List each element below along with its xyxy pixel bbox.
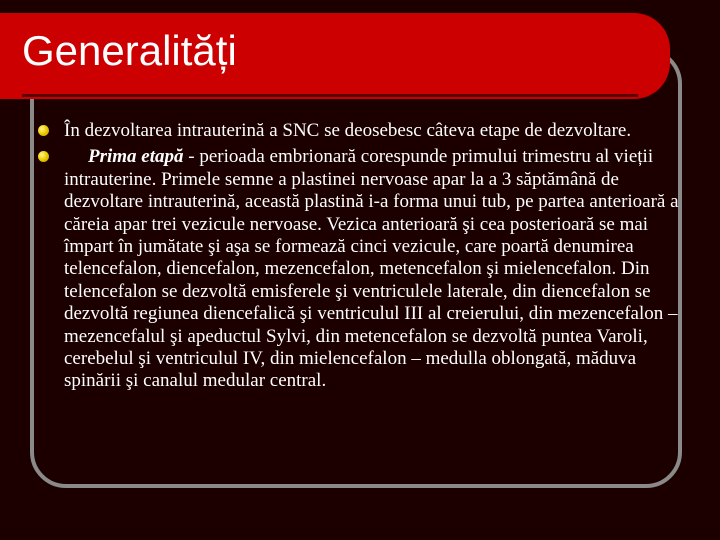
bullet-term: Prima etapă xyxy=(88,146,184,168)
title-underline xyxy=(22,94,638,97)
bullet-text: - perioada embrionară corespunde primului trimestru al vieții intrauterine. Primele semne a plastinei nervoase apar la a 3 săptămână de dezvoltare intrauterină, această plastină i-a forma unui tub, pe partea anterioară a căreia apar trei vezicule nervoase. Vezica anterioară şi cea posterioară se mai împart în jumătate şi aşa se formează cinci vezicule, care poartă denumirea telencefalon, diencefalon, mezencefalon, metencefalon şi mielencefalon. Din telencefalon se dezvoltă emisferele şi ventriculele laterale, din diencefalon se dezvoltă regiunea diencefalică şi ventriculul III al creierului, din mezencefalon – mezencefalul şi apeductul Sylvi, din metencefalon se dezvoltă puntea Varoli, cerebelul şi ventriculul IV, din mielencefalon – medulla oblongată, măduva spinării şi canalul medular central. xyxy=(64,146,679,392)
slide-content xyxy=(38,120,694,397)
bullet-text: În dezvoltarea intrauterină a SNC se deosebesc câteva etape de dezvoltare. xyxy=(64,120,632,141)
bullet-dot-icon xyxy=(38,151,49,162)
slide-title: Generalități xyxy=(22,27,237,74)
bullet-item xyxy=(38,120,694,142)
bullet-item xyxy=(38,146,694,392)
bullet-dot-icon xyxy=(38,125,49,136)
